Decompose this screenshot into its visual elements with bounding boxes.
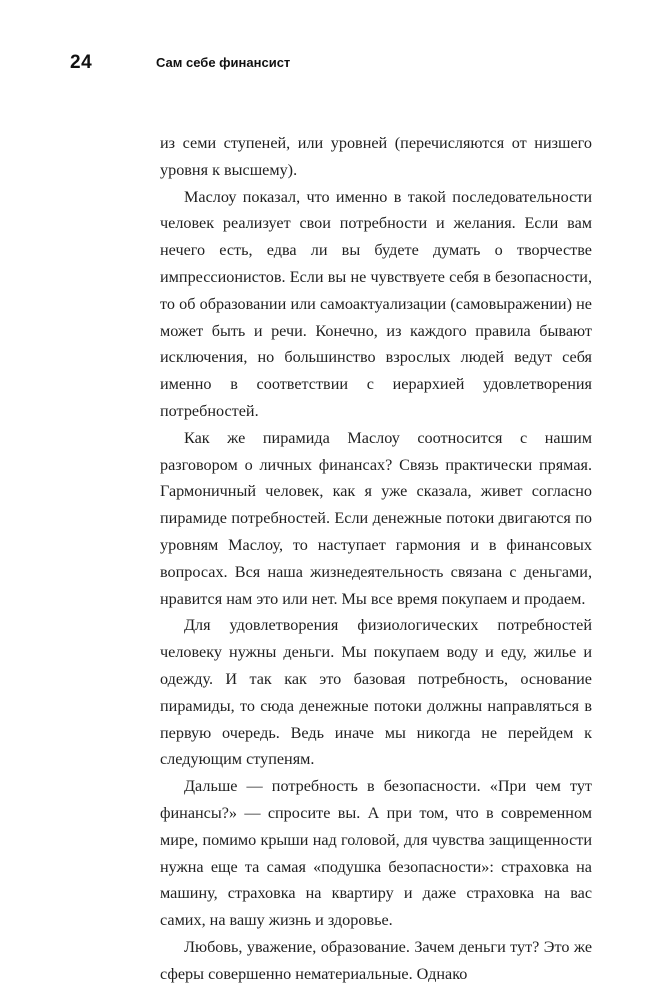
paragraph: из семи ступеней, или уровней (перечисляются от низшего уровня к высшему). [160, 134, 592, 179]
paragraph: Дальше — потребность в безопасности. «При чем тут финансы?» — спросите вы. А при том, что в современном мире, помимо крыши над головой, для чувства защищенности нужна еще та самая «подушка безопасности»: страховка на машину, страховка на квартиру и даже страховка на вас самих, на вашу жизнь и здоровье. [160, 777, 592, 930]
page-number: 24 [70, 52, 93, 73]
page-header [70, 52, 612, 78]
body-text [160, 130, 592, 988]
paragraph: Как же пирамида Маслоу соотносится с нашим разговором о личных финансах? Связь практически прямая. Гармоничный человек, как я уже сказала, живет согласно пирамиде потребностей. Если денежные потоки двигаются по уровням Маслоу, то наступает гармония и в финансовых вопросах. Вся наша жизнедеятельность связана с деньгами, нравится нам это или нет. Мы все время покупаем и продаем. [160, 428, 592, 608]
paragraph: Для удовлетворения физиологических потребностей человеку нужны деньги. Мы покупаем воду и еду, жилье и одежду. И так как это базовая потребность, основание пирамиды, то сюда денежные потоки должны направляться в первую очередь. Ведь иначе мы никогда не перейдем к следующим ступеням. [160, 616, 592, 769]
paragraph: Любовь, уважение, образование. Зачем деньги тут? Это же сферы совершенно нематериальные. Однако [160, 937, 592, 983]
paragraph: Маслоу показал, что именно в такой последовательности человек реализует свои потребности и желания. Если вам нечего есть, едва ли вы будете думать о творчестве импрессионистов. Если вы не чувствуете себя в безопасности, то об образовании или самоактуализации (самовыражении) не может быть и речи. Конечно, из каждого правила бывают исключения, но большинство взрослых людей ведут себя именно в соответствии с иерархией удовлетворения потребностей. [160, 187, 592, 420]
running-title: Сам себе финансист [156, 55, 291, 70]
